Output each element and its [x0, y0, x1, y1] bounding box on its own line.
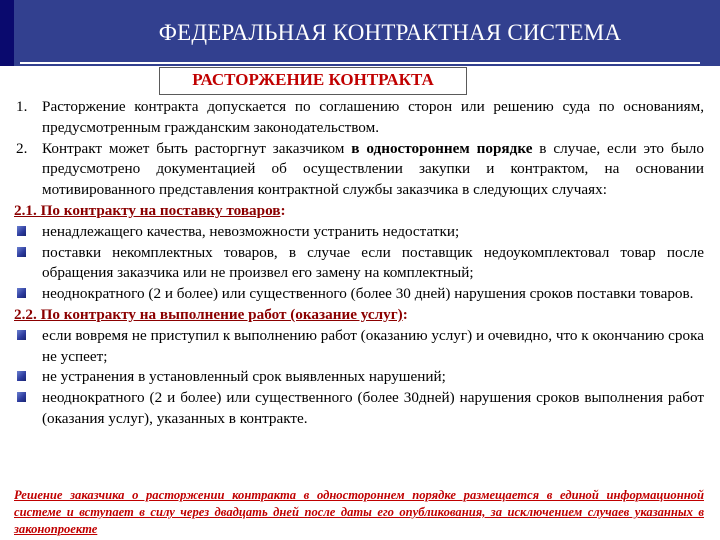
section-heading-works	[14, 305, 704, 326]
section-heading-text: 2.2. По контракту на выполнение работ (оказание услуг)	[14, 305, 403, 323]
section-heading-text: 2.1. По контракту на поставку товаров	[14, 201, 281, 219]
list-item-text-start: Контракт может быть расторгнут заказчиком	[42, 139, 352, 157]
bullet-item	[14, 388, 704, 430]
page-title: ФЕДЕРАЛЬНАЯ КОНТРАКТНАЯ СИСТЕМА	[158, 20, 622, 45]
list-item-text: Расторжение контракта допускается по соглашению сторон или решению суда по основаниям, предусмотренным гражданским законодательством.	[42, 98, 704, 136]
bullet-text: если вовремя не приступил к выполнению работ (оказанию услуг) и очевидно, что к окончанию срока не успеет;	[42, 326, 704, 365]
bullet-text: ненадлежащего качества, невозможности устранить недостатки;	[42, 222, 460, 240]
footnote: Решение заказчика о расторжении контракта в одностороннем порядке размещается в единой информационной системе и вступает в силу через двадцать дней после даты его опубликования, за исключением случаев указанных в законопроекте	[14, 488, 704, 536]
square-bullet-icon	[17, 330, 26, 340]
header-divider	[20, 62, 700, 64]
square-bullet-icon	[17, 371, 26, 381]
list-number: 1.	[16, 98, 28, 115]
bullet-text: неоднократного (2 и более) или существенного (более 30дней) нарушения сроков выполнения работ (оказания услуг), указанных в контракте.	[42, 389, 704, 427]
bullet-item	[14, 367, 704, 388]
bullet-text: неоднократного (2 и более) или существенного (более 30 дней) нарушения сроков поставки товаров.	[42, 285, 694, 303]
section-heading-colon: :	[402, 305, 408, 323]
square-bullet-icon	[17, 288, 26, 298]
bullet-text: не устранения в установленный срок выявленных нарушений;	[42, 368, 446, 386]
bullet-item	[14, 243, 704, 285]
list-item-1	[14, 97, 704, 139]
slide-content	[14, 97, 704, 430]
section-heading-colon: :	[280, 201, 286, 219]
list-item-text-end: в случае, если это было предусмотрено документацией об осуществлении закупки и контрактом, на основании мотивированного представления контрактной службы заказчика в следующих случаях:	[42, 139, 704, 199]
bullet-text: поставки некомплектных товаров, в случае если поставщик недоукомплектовал товар после обращения заказчика или не произвел его замену на комплектный;	[42, 243, 704, 282]
list-item-text-bold: в одностороннем порядке	[351, 139, 533, 157]
list-number: 2.	[16, 139, 28, 157]
square-bullet-icon	[17, 247, 26, 257]
list-item-2	[14, 139, 704, 201]
bullet-item	[14, 284, 704, 305]
square-bullet-icon	[17, 392, 26, 402]
section-heading-goods	[14, 201, 704, 222]
slide-subtitle: РАСТОРЖЕНИЕ КОНТРАКТА	[159, 67, 467, 95]
bullet-item	[14, 222, 704, 243]
bullet-item	[14, 326, 704, 368]
square-bullet-icon	[17, 226, 26, 236]
